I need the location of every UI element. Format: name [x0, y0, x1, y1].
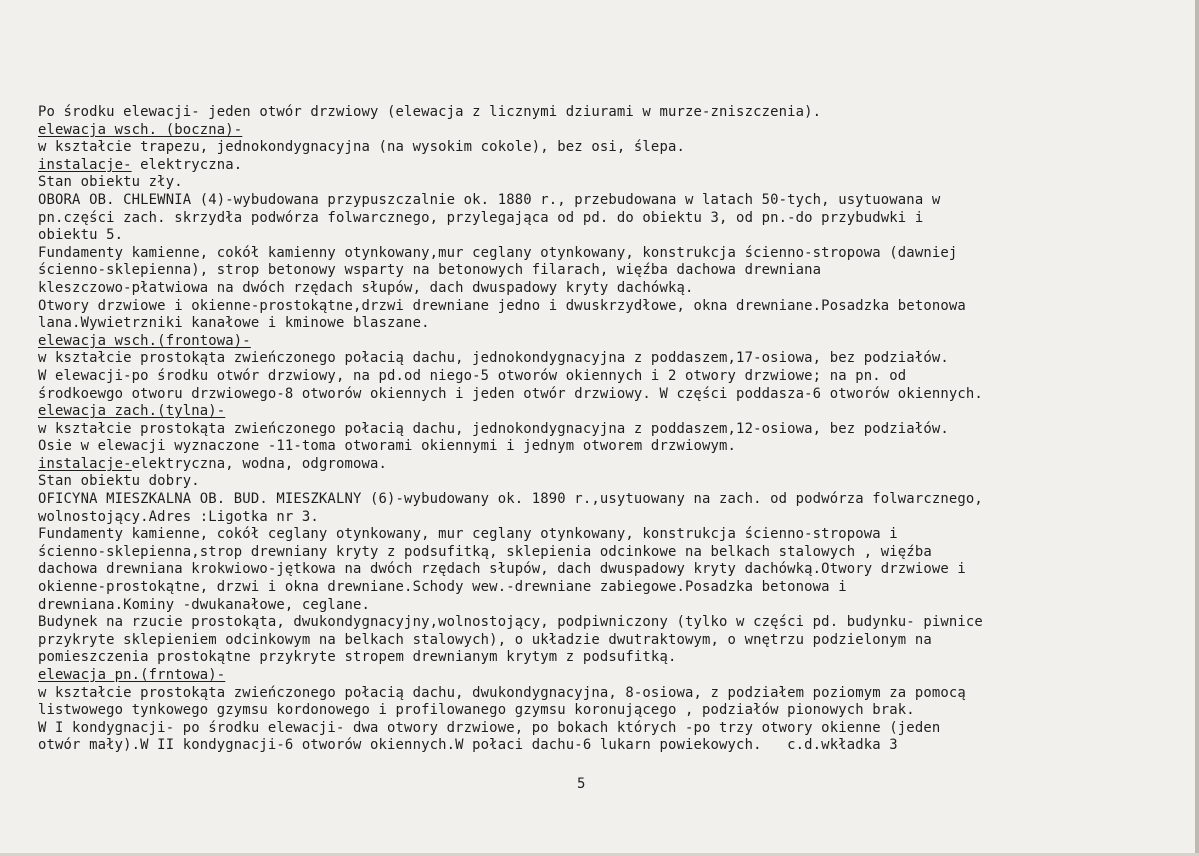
- document-text-body: [38, 104, 1188, 755]
- text-line: [38, 227, 1188, 245]
- text-line: [38, 614, 1188, 632]
- text-line: [38, 368, 1188, 386]
- line-text: w kształcie prostokąta zwieńczonego połacią dachu, dwukondygnacyjna, 8-osiowa, z podziałem poziomym za pomocą: [38, 684, 966, 701]
- section-heading-line: [38, 333, 1188, 351]
- text-line: [38, 509, 1188, 527]
- line-text: obiektu 5.: [38, 227, 124, 244]
- section-heading-line: [38, 122, 1188, 140]
- text-line: [38, 350, 1188, 368]
- line-text: elektryczna.: [131, 156, 243, 173]
- line-text: środkoewgo otworu drzwiowego-8 otworów okiennych i jeden otwór drzwiowy. W części poddasza-6 otworów okiennych.: [38, 385, 983, 402]
- text-line: [38, 456, 1188, 474]
- line-text: Fundamenty kamienne, cokół kamienny otynkowany,mur ceglany otynkowany, konstrukcja ścienno-stropowa (dawniej: [38, 244, 958, 261]
- text-line: [38, 597, 1188, 615]
- text-line: [38, 632, 1188, 650]
- line-text: ścienno-sklepienna,strop drewniany kryty z podsufitką, sklepienia odcinkowe na belkach stalowych , więźba: [38, 543, 932, 560]
- line-text: Otwory drzwiowe i okienne-prostokątne,drzwi drewniane jedno i dwuskrzydłowe, okna drewniane.Posadzka betonowa: [38, 297, 966, 314]
- text-line: [38, 720, 1188, 738]
- line-text: Fundamenty kamienne, cokół ceglany otynkowany, mur ceglany otynkowany, konstrukcja ścienno-stropowa i: [38, 526, 898, 543]
- line-text: OFICYNA MIESZKALNA OB. BUD. MIESZKALNY (6)-wybudowany ok. 1890 r.,usytuowany na zach. od podwórza folwarcznego,: [38, 491, 983, 508]
- text-line: [38, 649, 1188, 667]
- line-text: W I kondygnacji- po środku elewacji- dwa otwory drzwiowe, po bokach których -po trzy otwory okienne (jeden: [38, 719, 941, 736]
- line-text: wolnostojący.Adres :Ligotka nr 3.: [38, 508, 319, 525]
- line-text: elewacja zach.(tylna)-: [38, 403, 226, 420]
- line-text: listwowego tynkowego gzymsu kordonowego i profilowanego gzymsu koronującego , podziałów pionowych brak.: [38, 702, 915, 719]
- text-line: [38, 473, 1188, 491]
- text-line: [38, 104, 1188, 122]
- line-text: pn.części zach. skrzydła podwórza folwarcznego, przylegająca od pd. do obiektu 3, od pn.-do przybudwki i: [38, 209, 924, 226]
- text-line: [38, 210, 1188, 228]
- text-line: [38, 174, 1188, 192]
- line-text: elektryczna, wodna, odgromowa.: [131, 455, 388, 472]
- text-line: [38, 579, 1188, 597]
- section-lead-label: instalacje-: [38, 156, 132, 173]
- line-text: Budynek na rzucie prostokąta, dwukondygnacyjny,wolnostojący, podpiwniczony (tylko w części pd. budynku- piwnice: [38, 614, 983, 631]
- text-line: [38, 157, 1188, 175]
- text-line: [38, 298, 1188, 316]
- line-text: elewacja pn.(frntowa)-: [38, 667, 226, 683]
- page-right-edge: [1195, 0, 1199, 856]
- text-line: [38, 438, 1188, 456]
- line-text: okienne-prostokątne, drzwi i okna drewniane.Schody wew.-drewniane zabiegowe.Posadzka betonowa i: [38, 579, 847, 596]
- text-line: [38, 262, 1188, 280]
- line-text: lana.Wywietrzniki kanałowe i kminowe blaszane.: [38, 315, 430, 332]
- line-text: przykryte sklepieniem odcinkowym na belkach stalowych), o układzie dwutraktowym, o wnętrzu podzielonym na: [38, 631, 932, 648]
- text-line: [38, 139, 1188, 157]
- line-text: w kształcie prostokąta zwieńczonego połacią dachu, jednokondygnacyjna z poddaszem,12-osiowa, bez podziałów.: [38, 420, 949, 437]
- text-line: [38, 315, 1188, 333]
- line-text: elewacja wsch.(frontowa)-: [38, 332, 251, 349]
- line-text: Osie w elewacji wyznaczone -11-toma otworami okiennymi i jednym otworem drzwiowym.: [38, 438, 737, 455]
- line-text: ścienno-sklepienna), strop betonowy wsparty na betonowych filarach, więźba dachowa drewniana: [38, 262, 822, 279]
- page-number: 5: [577, 776, 586, 792]
- line-text: elewacja wsch. (boczna)-: [38, 121, 243, 138]
- text-line: [38, 421, 1188, 439]
- text-line: [38, 561, 1188, 579]
- text-line: [38, 245, 1188, 263]
- line-text: W elewacji-po środku otwór drzwiowy, na pd.od niego-5 otworów okiennych i 2 otwory drzwiowe; na pn. od: [38, 367, 907, 384]
- line-text: Po środku elewacji- jeden otwór drzwiowy (elewacja z licznymi dziurami w murze-zniszczenia).: [38, 104, 822, 120]
- text-line: [38, 544, 1188, 562]
- line-text: w kształcie prostokąta zwieńczonego połacią dachu, jednokondygnacyjna z poddaszem,17-osiowa, bez podziałów.: [38, 350, 949, 367]
- text-line: [38, 280, 1188, 298]
- text-line: [38, 526, 1188, 544]
- line-text: Stan obiektu zły.: [38, 174, 183, 191]
- section-heading-line: [38, 403, 1188, 421]
- line-text: OBORA OB. CHLEWNIA (4)-wybudowana przypuszczalnie ok. 1880 r., przebudowana w latach 50-tych, usytuowana w: [38, 191, 941, 208]
- text-line: [38, 737, 1188, 755]
- line-text: Stan obiektu dobry.: [38, 473, 200, 490]
- text-line: [38, 491, 1188, 509]
- section-heading-line: [38, 667, 1188, 685]
- text-line: [38, 192, 1188, 210]
- section-lead-label: instalacje-: [38, 455, 132, 472]
- line-text: drewniana.Kominy -dwukanałowe, ceglane.: [38, 596, 371, 613]
- line-text: w kształcie trapezu, jednokondygnacyjna (na wysokim cokole), bez osi, ślepa.: [38, 139, 685, 156]
- line-text: kleszczowo-płatwiowa na dwóch rzędach słupów, dach dwuspadowy kryty dachówką.: [38, 279, 694, 296]
- text-line: [38, 685, 1188, 703]
- line-text: pomieszczenia prostokątne przykryte stropem drewnianym krytym z podsufitką.: [38, 649, 677, 666]
- text-line: [38, 386, 1188, 404]
- text-line: [38, 702, 1188, 720]
- line-text: otwór mały).W II kondygnacji-6 otworów okiennych.W połaci dachu-6 lukarn powiekowych. c.d.wkładka 3: [38, 737, 898, 754]
- line-text: dachowa drewniana krokwiowo-jętkowa na dwóch rzędach słupów, dach dwuspadowy kryty dachówką.Otwory drzwiowe i: [38, 561, 966, 578]
